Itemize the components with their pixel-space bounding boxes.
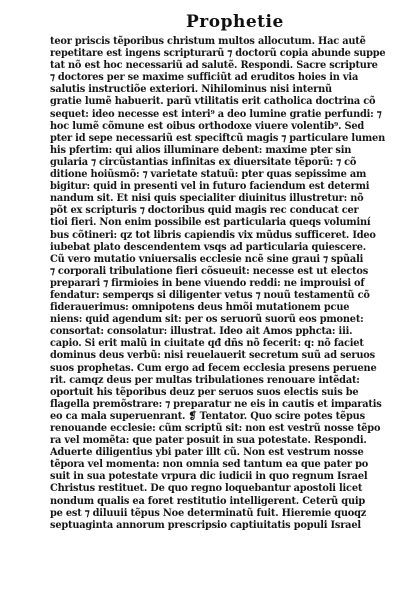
text-line: tẽpora vel momenta: non omnia sed tantum ea que pater po [50, 459, 369, 471]
text-line: eo ca mala superuenrant. ❡ Tentator. Quo scire potes tẽpus [50, 410, 365, 422]
text-line: his pfertim: qui alios illuminare debent: maxime pter sin [50, 144, 352, 156]
text-line: nondum qualis ea foret restitutio intelligerent. Ceterũ quip [50, 495, 366, 507]
text-line: bigitur: quid in presenti vel in futuro faciendum est determi [50, 181, 370, 193]
text-line: ⁊ doctores per se maxime sufficiũt ad eruditos hoies in via [50, 72, 359, 84]
text-line: flagella premõstrare: ⁊ preparatur ne eis in cautis et imparatis [50, 398, 382, 410]
text-line: dominus deus verbũ: nisi reuelauerit secretum suũ ad seruos [50, 350, 375, 362]
text-line: sequet: ideo necesse est interi⁹ a deo lumine gratie perfundi: ⁊ [50, 108, 382, 120]
text-line: tat nõ est hoc necessariũ ad salutẽ. Respondi. Sacre scripture [50, 60, 378, 72]
text-line: niens: quid agendum sit: per os seruorũ suorũ eos pmonet: [50, 314, 364, 326]
text-line: pter id sepe necessariũ est speciftcũ magis ⁊ particulare lumen [50, 132, 385, 144]
text-line: tioi fieri. Non enim possibile est particularia queqs voluminí [50, 217, 371, 229]
text-line: gratie lumẽ habuerit. parũ vtilitatis erit catholica doctrina cõ [50, 96, 376, 108]
text-line: Aduerte diligentius ybi pater illt cũ. Non est vestrum nosse [50, 447, 364, 459]
text-line: fiderauerimus: omnipotens deus hmõi mutationem pcue [50, 302, 350, 314]
text-line: rit. camqz deus per multas tribulationes renouare intẽdat: [50, 374, 360, 386]
body-text [50, 36, 386, 532]
text-line: suos prophetas. Cum ergo ad fecem ecclesia presens peruene [50, 362, 377, 374]
text-line: pe est ⁊ diluuii tẽpus Noe determinatũ fuit. Hieremie quoqz [50, 507, 367, 519]
text-line: repetitare est ingens scripturarũ ⁊ doctorũ copia abunde suppe [50, 48, 386, 60]
text-line: gularia ⁊ circũstantias infinitas ex diuersitate tẽporũ: ⁊ cõ [50, 156, 357, 168]
text-line: septuaginta annorum prescripsio captiuitatis populi Israel [50, 519, 361, 531]
text-line: teor priscis tẽporibus christum multos allocutum. Hac autẽ [50, 36, 366, 47]
text-line: põt ex scripturis ⁊ doctoribus quid magis rec conducat cer [50, 205, 359, 217]
text-line: renouande ecclesie: cũm scriptũ sit: non est vestrũ nosse tẽpo [50, 423, 381, 434]
text-line: preparari ⁊ firmioies in bene viuendo reddi: ne improuisi of [50, 277, 365, 289]
text-line: ⁊ corporali tribulatione fieri cõsueuit: necesse est ut electos [50, 265, 369, 277]
running-header: Prophetie [186, 12, 284, 32]
text-line: capio. Si erit malũ in ciuitate qđ dñs nõ fecerit: q: nõ faciet [50, 338, 364, 350]
text-line: Cũ vero mutatio vniuersalis ecclesie ncẽ sine graui ⁊ spũali [50, 253, 364, 265]
text-line: ditione hoiũsmõ: ⁊ varietate statuũ: pter quas sepissime am [50, 169, 367, 181]
text-line: nandum sit. Et nisi quis specialiter diuinitus illustretur: nõ [50, 193, 364, 205]
text-line: bus cõtineri: qz tot libris capiendis vix mũdus sufficeret. Ideo [50, 229, 376, 241]
text-line: oportuit his tẽporibus deuz per seruos suos electis suis be [50, 386, 359, 398]
text-line: salutis instructiõe exteriori. Nihilominus nisi internũ [50, 84, 332, 96]
text-line: suit in sua potestate vrpura dic iudicii in quo regnum Israel [50, 471, 368, 483]
text-line: fendatur: semperqs si diligenter vetus ⁊ nouũ testamentũ cõ [50, 289, 370, 301]
text-line: iubebat plato descendentem vsqs ad particularia quiescere. [50, 241, 366, 253]
text-line: consortat: consolatur: illustrat. Ideo ait Amos pphcta: iii. [50, 326, 353, 338]
text-line: ra vel momẽta: que pater posuit in sua potestate. Respondi. [50, 435, 367, 447]
text-line: Christus restituet. De quo regno loquebantur apostoli licet [50, 483, 363, 495]
text-line: hoc lumẽ cõmune est oibus orthodoxe viuere volentib⁹. Sed [50, 120, 365, 132]
